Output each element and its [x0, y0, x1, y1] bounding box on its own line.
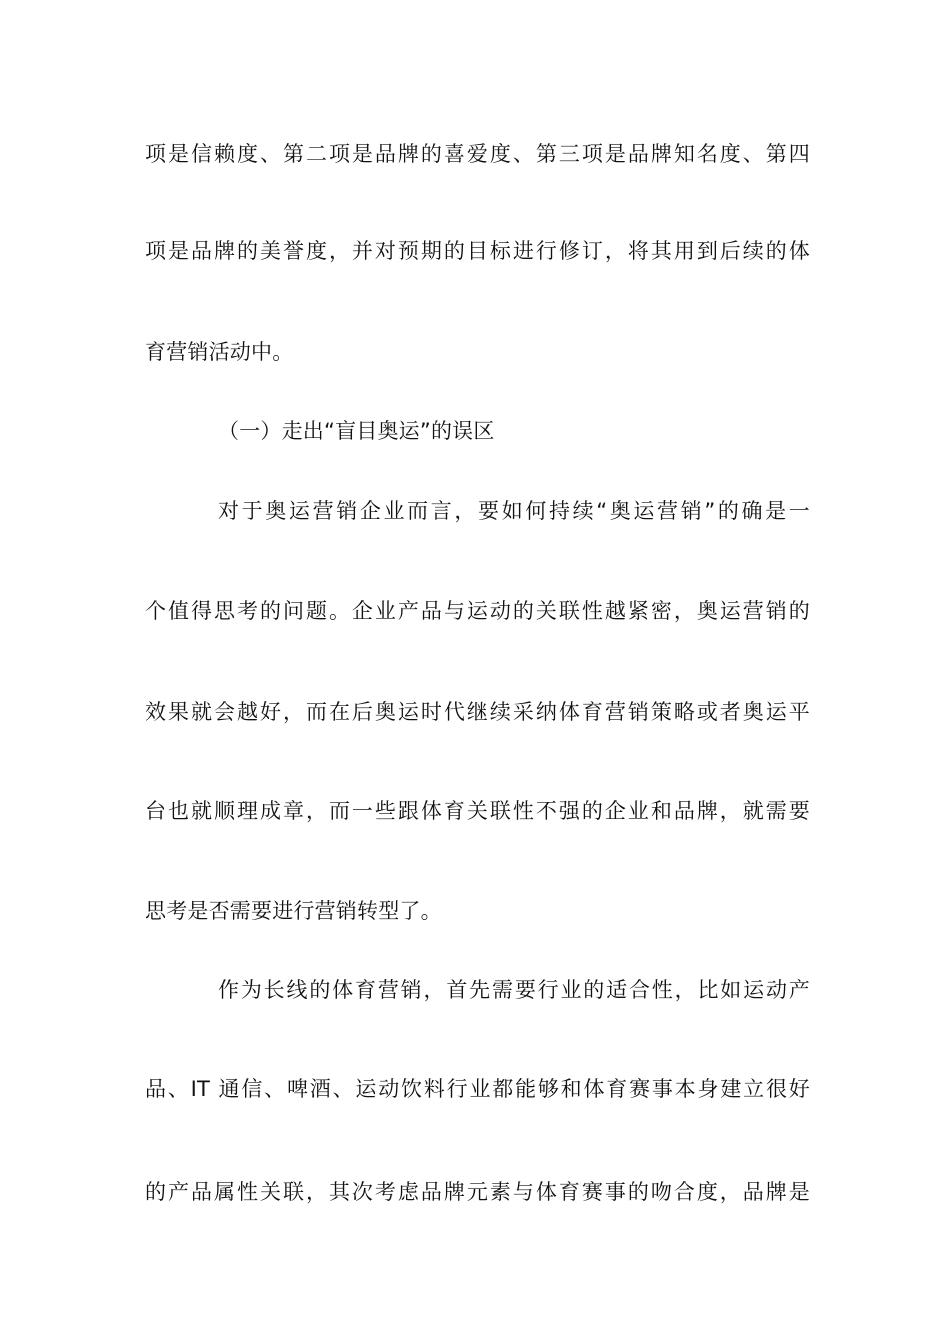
paragraph-line: 作为长线的体育营销，首先需要行业的适合性，比如运动产 — [218, 978, 810, 1002]
paragraph-line: 项是信赖度、第二项是品牌的喜爱度、第三项是品牌知名度、第四 — [145, 142, 810, 166]
paragraph-line: 效果就会越好，而在后奥运时代继续采纳体育营销策略或者奥运平 — [145, 700, 810, 724]
paragraph-line: 台也就顺理成章，而一些跟体育关联性不强的企业和品牌，就需要 — [145, 799, 810, 823]
paragraph-line: 项是品牌的美誉度，并对预期的目标进行修订，将其用到后续的体 — [145, 239, 810, 263]
paragraph-line: 育营销活动中。 — [145, 340, 294, 364]
paragraph-line: 思考是否需要进行营销转型了。 — [145, 899, 442, 923]
section-heading: （一）走出“盲目奥运”的误区 — [218, 419, 495, 443]
paragraph-line: 品、IT 通信、啤酒、运动饮料行业都能够和体育赛事本身建立很好 — [145, 1077, 810, 1101]
paragraph-line: 对于奥运营销企业而言，要如何持续“奥运营销”的确是一 — [218, 499, 810, 523]
paragraph-line: 的产品属性关联，其次考虑品牌元素与体育赛事的吻合度，品牌是 — [145, 1180, 810, 1204]
paragraph-line: 个值得思考的问题。企业产品与运动的关联性越紧密，奥运营销的 — [145, 599, 810, 623]
